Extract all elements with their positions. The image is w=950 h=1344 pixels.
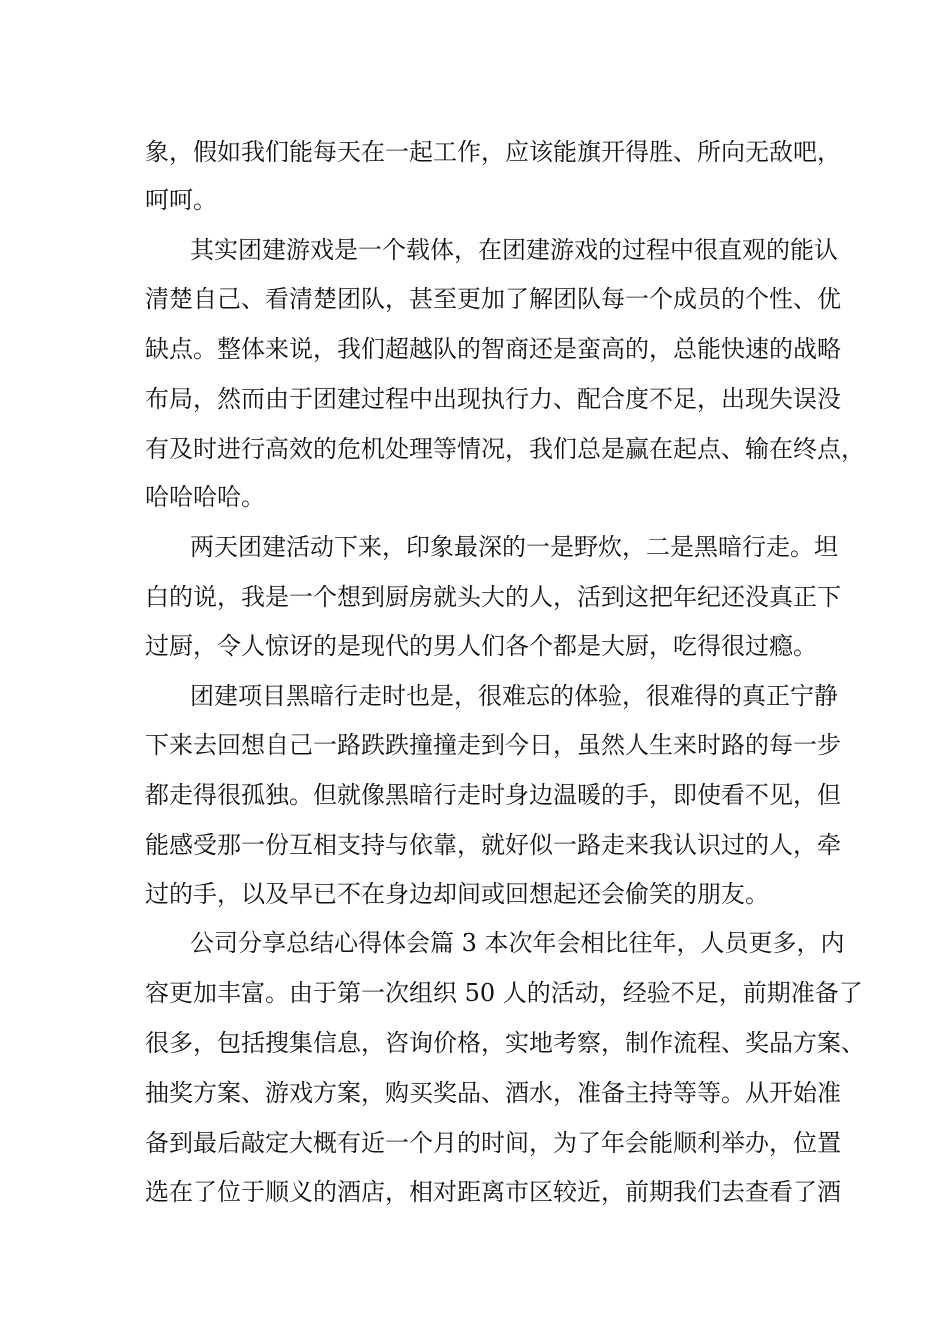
paragraph-2-line-1 bbox=[0, 225, 950, 275]
paragraph-5-line-5 bbox=[0, 1118, 950, 1168]
text-line: 有及时进行高效的危机处理等情况，我们总是赢在起点、输在终点， bbox=[145, 435, 865, 463]
paragraph-3-line-1 bbox=[0, 522, 950, 572]
paragraph-2-line-4 bbox=[0, 374, 950, 424]
paragraph-4-line-5 bbox=[0, 869, 950, 919]
paragraph-3-line-3 bbox=[0, 621, 950, 671]
text-line: 下来去回想自己一路跌跌撞撞走到今日，虽然人生来时路的每一步 bbox=[145, 731, 841, 759]
paragraph-4-line-2 bbox=[0, 720, 950, 770]
text-line: 呵呵。 bbox=[145, 186, 217, 214]
paragraph-2-line-3 bbox=[0, 324, 950, 374]
text-line: 白的说，我是一个想到厨房就头大的人，活到这把年纪还没真正下 bbox=[145, 583, 841, 611]
paragraph-5-line-6 bbox=[0, 1167, 950, 1217]
text-line: 其实团建游戏是一个载体，在团建游戏的过程中很直观的能认 bbox=[190, 236, 838, 264]
text-line: 过的手，以及早已不在身边却间或回想起还会偷笑的朋友。 bbox=[145, 880, 769, 908]
paragraph-4-line-3 bbox=[0, 770, 950, 820]
text-line: 布局，然而由于团建过程中出现执行力、配合度不足，出现失误没 bbox=[145, 385, 841, 413]
text-line: 象，假如我们能每天在一起工作，应该能旗开得胜、所向无敌吧， bbox=[145, 138, 841, 166]
paragraph-5-line-2 bbox=[0, 968, 950, 1018]
text-line: 选在了位于顺义的酒店，相对距离市区较近，前期我们去查看了酒 bbox=[145, 1178, 841, 1206]
text-line: 团建项目黑暗行走时也是，很难忘的体验，很难得的真正宁静 bbox=[190, 682, 838, 710]
paragraph-5-line-1 bbox=[0, 918, 950, 968]
paragraph-2-line-5 bbox=[0, 424, 950, 474]
paragraph-5-line-4 bbox=[0, 1068, 950, 1118]
text-line: 备到最后敲定大概有近一个月的时间，为了年会能顺利举办，位置 bbox=[145, 1129, 841, 1157]
text-line: 抽奖方案、游戏方案，购买奖品、酒水，准备主持等等。从开始准 bbox=[145, 1079, 841, 1107]
paragraph-4-line-1 bbox=[0, 671, 950, 721]
paragraph-3-line-2 bbox=[0, 572, 950, 622]
text-line: 容更加丰富。由于第一次组织 50 人的活动，经验不足，前期准备了 bbox=[145, 979, 863, 1007]
text-line: 哈哈哈哈。 bbox=[145, 483, 265, 511]
text-line: 能感受那一份互相支持与依靠，就好似一路走来我认识过的人，牵 bbox=[145, 831, 841, 859]
paragraph-5-line-3 bbox=[0, 1018, 950, 1068]
text-line: 过厨，令人惊讶的是现代的男人们各个都是大厨，吃得很过瘾。 bbox=[145, 632, 817, 660]
paragraph-1-line-1 bbox=[0, 127, 950, 177]
paragraph-2-line-6 bbox=[0, 472, 950, 522]
text-line: 都走得很孤独。但就像黑暗行走时身边温暖的手，即使看不见，但 bbox=[145, 781, 841, 809]
paragraph-1-line-2 bbox=[0, 175, 950, 225]
text-line: 清楚自己、看清楚团队，甚至更加了解团队每一个成员的个性、优 bbox=[145, 285, 841, 313]
paragraph-4-line-4 bbox=[0, 820, 950, 870]
text-line: 公司分享总结心得体会篇 3 本次年会相比往年，人员更多，内 bbox=[190, 929, 845, 957]
text-line: 很多，包括搜集信息，咨询价格，实地考察，制作流程、奖品方案、 bbox=[145, 1029, 865, 1057]
text-line: 两天团建活动下来，印象最深的一是野炊，二是黑暗行走。坦 bbox=[190, 533, 838, 561]
text-line: 缺点。整体来说，我们超越队的智商还是蛮高的，总能快速的战略 bbox=[145, 335, 841, 363]
paragraph-2-line-2 bbox=[0, 274, 950, 324]
